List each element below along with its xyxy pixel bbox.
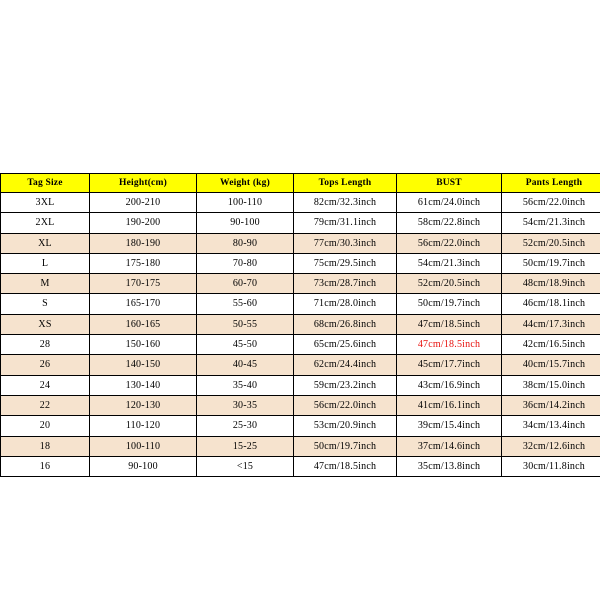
table-cell: 55-60 [197, 294, 294, 314]
column-header-weight: Weight (kg) [197, 174, 294, 193]
table-cell: 2XL [1, 213, 90, 233]
table-row [1, 436, 600, 456]
table-cell: 68cm/26.8inch [294, 314, 397, 334]
table-cell: 42cm/16.5inch [502, 335, 600, 355]
table-cell: 48cm/18.9inch [502, 274, 600, 294]
table-cell: 52cm/20.5inch [502, 233, 600, 253]
table-cell: 43cm/16.9inch [397, 375, 502, 395]
table-cell: 100-110 [90, 436, 197, 456]
size-chart-table [0, 173, 600, 477]
table-cell: 47cm/18.5inch [294, 456, 397, 476]
table-cell: 79cm/31.1inch [294, 213, 397, 233]
table-cell: 180-190 [90, 233, 197, 253]
table-cell: 53cm/20.9inch [294, 416, 397, 436]
table-cell: 60-70 [197, 274, 294, 294]
table-cell: 150-160 [90, 335, 197, 355]
column-header-tops-length: Tops Length [294, 174, 397, 193]
table-cell: 70-80 [197, 253, 294, 273]
table-cell: 45-50 [197, 335, 294, 355]
table-cell: 15-25 [197, 436, 294, 456]
table-cell: 24 [1, 375, 90, 395]
table-cell: 160-165 [90, 314, 197, 334]
table-cell: 90-100 [197, 213, 294, 233]
table-header-row [1, 174, 600, 193]
table-cell: 50cm/19.7inch [397, 294, 502, 314]
table-cell: XL [1, 233, 90, 253]
table-cell: 200-210 [90, 193, 197, 213]
size-chart-table-container [0, 173, 600, 477]
table-cell: 16 [1, 456, 90, 476]
column-header-height: Height(cm) [90, 174, 197, 193]
table-cell: 77cm/30.3inch [294, 233, 397, 253]
table-cell: 120-130 [90, 395, 197, 415]
table-row [1, 456, 600, 476]
table-cell: 75cm/29.5inch [294, 253, 397, 273]
table-cell: 44cm/17.3inch [502, 314, 600, 334]
table-cell: 40-45 [197, 355, 294, 375]
table-cell: 45cm/17.7inch [397, 355, 502, 375]
table-cell: 40cm/15.7inch [502, 355, 600, 375]
table-cell: 30-35 [197, 395, 294, 415]
table-cell: 38cm/15.0inch [502, 375, 600, 395]
table-cell: 50cm/19.7inch [294, 436, 397, 456]
table-cell: 46cm/18.1inch [502, 294, 600, 314]
table-cell: M [1, 274, 90, 294]
table-cell: 190-200 [90, 213, 197, 233]
table-row [1, 355, 600, 375]
table-row [1, 375, 600, 395]
table-cell: 26 [1, 355, 90, 375]
table-cell: 3XL [1, 193, 90, 213]
table-cell: 47cm/18.5inch [397, 335, 502, 355]
table-cell: 130-140 [90, 375, 197, 395]
table-cell: S [1, 294, 90, 314]
table-cell: 170-175 [90, 274, 197, 294]
table-cell: 140-150 [90, 355, 197, 375]
table-cell: 50-55 [197, 314, 294, 334]
table-cell: 52cm/20.5inch [397, 274, 502, 294]
table-cell: 34cm/13.4inch [502, 416, 600, 436]
table-cell: 56cm/22.0inch [294, 395, 397, 415]
table-cell: 71cm/28.0inch [294, 294, 397, 314]
table-cell: 50cm/19.7inch [502, 253, 600, 273]
table-row [1, 416, 600, 436]
column-header-pants-length: Pants Length [502, 174, 600, 193]
table-cell: 18 [1, 436, 90, 456]
table-cell: 32cm/12.6inch [502, 436, 600, 456]
table-cell: 59cm/23.2inch [294, 375, 397, 395]
table-cell: 22 [1, 395, 90, 415]
table-cell: 54cm/21.3inch [502, 213, 600, 233]
table-row [1, 395, 600, 415]
table-cell: 58cm/22.8inch [397, 213, 502, 233]
table-cell: 54cm/21.3inch [397, 253, 502, 273]
table-cell: 30cm/11.8inch [502, 456, 600, 476]
table-header [1, 174, 600, 193]
table-cell: 61cm/24.0inch [397, 193, 502, 213]
table-cell: 25-30 [197, 416, 294, 436]
table-row [1, 314, 600, 334]
table-row [1, 253, 600, 273]
table-cell: 100-110 [197, 193, 294, 213]
table-cell: 28 [1, 335, 90, 355]
table-row [1, 193, 600, 213]
table-cell: 35cm/13.8inch [397, 456, 502, 476]
table-body [1, 193, 600, 477]
table-row [1, 213, 600, 233]
table-cell: 73cm/28.7inch [294, 274, 397, 294]
table-cell: 80-90 [197, 233, 294, 253]
table-cell: 36cm/14.2inch [502, 395, 600, 415]
table-cell: 35-40 [197, 375, 294, 395]
table-cell: XS [1, 314, 90, 334]
table-cell: 175-180 [90, 253, 197, 273]
column-header-bust: BUST [397, 174, 502, 193]
table-cell: 37cm/14.6inch [397, 436, 502, 456]
table-cell: 90-100 [90, 456, 197, 476]
table-row [1, 274, 600, 294]
table-cell: 56cm/22.0inch [502, 193, 600, 213]
table-cell: 20 [1, 416, 90, 436]
table-cell: 110-120 [90, 416, 197, 436]
table-cell: L [1, 253, 90, 273]
table-cell: 47cm/18.5inch [397, 314, 502, 334]
table-cell: 41cm/16.1inch [397, 395, 502, 415]
table-cell: 62cm/24.4inch [294, 355, 397, 375]
table-cell: 82cm/32.3inch [294, 193, 397, 213]
column-header-tag-size: Tag Size [1, 174, 90, 193]
table-row [1, 233, 600, 253]
table-row [1, 335, 600, 355]
table-cell: 65cm/25.6inch [294, 335, 397, 355]
table-cell: 56cm/22.0inch [397, 233, 502, 253]
table-cell: <15 [197, 456, 294, 476]
table-cell: 39cm/15.4inch [397, 416, 502, 436]
table-row [1, 294, 600, 314]
table-cell: 165-170 [90, 294, 197, 314]
